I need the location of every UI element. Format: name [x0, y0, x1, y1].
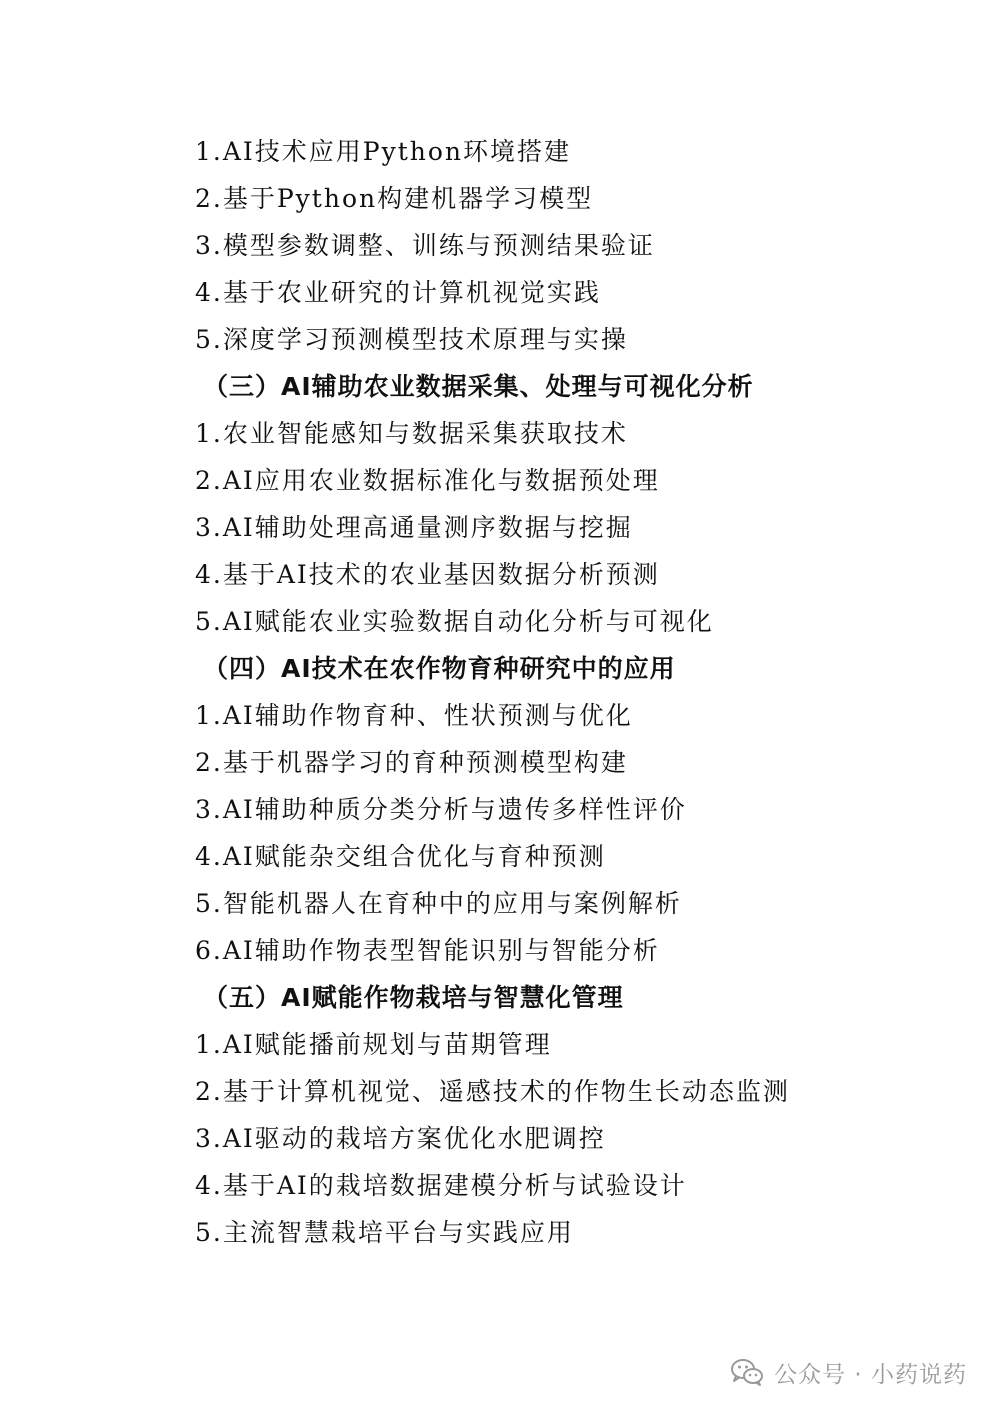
list-item: 6.AI辅助作物表型智能识别与智能分析 — [195, 936, 660, 965]
list-item: 3.AI辅助种质分类分析与遗传多样性评价 — [195, 795, 687, 824]
list-item: 5.深度学习预测模型技术原理与实操 — [195, 325, 628, 354]
list-item: 1.AI赋能播前规划与苗期管理 — [195, 1030, 552, 1059]
list-item: 2.基于机器学习的育种预测模型构建 — [195, 748, 628, 777]
list-item: 4.基于农业研究的计算机视觉实践 — [195, 278, 601, 307]
document-content — [195, 128, 955, 1256]
list-item: 3.AI辅助处理高通量测序数据与挖掘 — [195, 513, 633, 542]
list-item: 2.基于Python构建机器学习模型 — [195, 184, 594, 213]
list-item: 4.基于AI技术的农业基因数据分析预测 — [195, 560, 660, 589]
section-heading: （三）AI辅助农业数据采集、处理与可视化分析 — [203, 372, 754, 401]
list-item: 3.模型参数调整、训练与预测结果验证 — [195, 231, 655, 260]
list-item: 3.AI驱动的栽培方案优化水肥调控 — [195, 1124, 606, 1153]
watermark-text: 公众号 · 小药说药 — [774, 1361, 967, 1388]
list-item: 5.AI赋能农业实验数据自动化分析与可视化 — [195, 607, 714, 636]
watermark — [730, 1352, 967, 1392]
wechat-icon — [730, 1357, 764, 1387]
list-item: 5.智能机器人在育种中的应用与案例解析 — [195, 889, 682, 918]
list-item: 1.AI辅助作物育种、性状预测与优化 — [195, 701, 633, 730]
list-item: 2.基于计算机视觉、遥感技术的作物生长动态监测 — [195, 1077, 790, 1106]
section-heading: （四）AI技术在农作物育种研究中的应用 — [203, 654, 676, 683]
list-item: 1.AI技术应用Python环境搭建 — [195, 137, 572, 166]
list-item: 4.基于AI的栽培数据建模分析与试验设计 — [195, 1171, 687, 1200]
list-item: 4.AI赋能杂交组合优化与育种预测 — [195, 842, 606, 871]
section-heading: （五）AI赋能作物栽培与智慧化管理 — [203, 983, 624, 1012]
list-item: 1.农业智能感知与数据采集获取技术 — [195, 419, 628, 448]
list-item: 5.主流智慧栽培平台与实践应用 — [195, 1218, 574, 1247]
list-item: 2.AI应用农业数据标准化与数据预处理 — [195, 466, 660, 495]
